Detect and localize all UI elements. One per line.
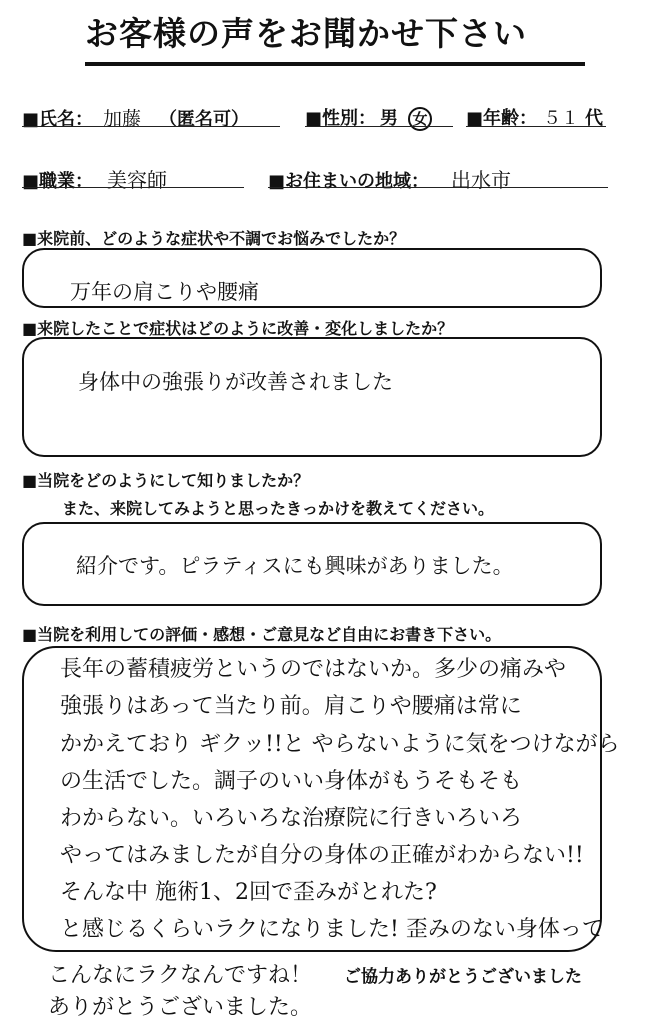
age-label: ■年齢： (466, 108, 538, 129)
gender-female-circled: 女 (408, 107, 432, 131)
free-text-line: こんなにラクなんですね！ (48, 963, 313, 988)
age-unit: 代 (585, 108, 604, 129)
area-label: ■お住まいの地域： (268, 171, 430, 192)
free-text-line: そんな中 施術1、2回で歪みがとれた? (60, 880, 437, 905)
area-row (268, 164, 511, 193)
age-value: ５１ (543, 108, 580, 129)
job-underline (22, 187, 244, 188)
anonymous-note: （匿名可） (159, 109, 250, 130)
question-4: ■当院を利用しての評価・感想・ご意見など自由にお書き下さい。 (22, 625, 502, 644)
free-text-line: 長年の蓄積疲労というのではないか。多少の痛みや (60, 657, 567, 682)
answer-2: 身体中の強張りが改善されました (78, 370, 393, 394)
free-text-line: ありがとうございました。 (48, 995, 313, 1020)
area-value: 出水市 (451, 168, 512, 192)
free-text-line: かかえており ギクッ!!と やらないように気をつけながら (60, 732, 620, 757)
job-value: 美容師 (107, 168, 168, 192)
answer-box-2 (22, 337, 602, 457)
page-title: お客様の声をお聞かせ下さい (85, 14, 585, 66)
gender-underline (305, 126, 453, 127)
question-1: ■来院前、どのような症状や不調でお悩みでしたか？ (22, 229, 406, 248)
thanks-note: ご協力ありがとうございました (344, 967, 582, 987)
name-value: 加藤 (103, 108, 142, 130)
free-text-line: 強張りはあって当たり前。肩こりや腰痛は常に (60, 694, 522, 719)
free-text-line: やってはみましたが自分の身体の正確がわからない!! (60, 843, 584, 868)
free-text-line: と感じるくらいラクになりました! 歪みのない身体って (60, 917, 604, 942)
gender-male: 男 (380, 108, 399, 129)
answer-3: 紹介です。ピラティスにも興味がありました。 (76, 554, 514, 578)
free-text-line: の生活でした。調子のいい身体がもうそもそも (60, 769, 523, 794)
job-row (22, 164, 167, 193)
question-2: ■来院したことで症状はどのように改善・変化しましたか？ (22, 319, 454, 338)
age-underline (466, 126, 606, 127)
name-label: ■氏名： (22, 109, 94, 130)
question-3-sub: また、来院してみようと思ったきっかけを教えてください。 (62, 499, 495, 518)
job-label: ■職業： (22, 171, 94, 192)
question-3: ■当院をどのようにして知りましたか？ (22, 471, 310, 490)
gender-label: ■性別： (305, 108, 377, 129)
name-underline (22, 126, 280, 127)
free-text-line: わからない。いろいろな治療院に行きいろいろ (60, 806, 523, 831)
answer-1: 万年の肩こりや腰痛 (70, 280, 259, 304)
area-underline (268, 187, 608, 188)
